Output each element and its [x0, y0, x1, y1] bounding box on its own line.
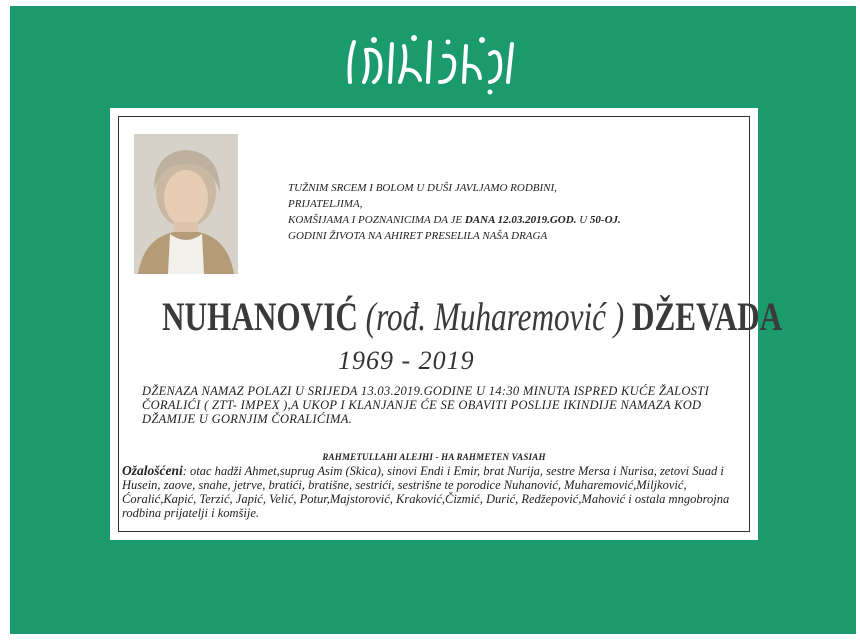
funeral-info: DŽENAZA NAMAZ POLAZI U SRIJEDA 13.03.2019.GODINE U 14:30 MINUTA ISPRED KUĆE ŽALOSTI ČORALIĆI ( ZTT- IMPEX ),A UKOP I KLANJANJE ĆE SE OBAVITI POSLIJE IKINDIJE NAMAZA KOD DŽAMIJE U GORNJIM ČORALIĆIMA.: [142, 384, 710, 426]
maiden-name: (rođ. Muharemović ): [365, 294, 625, 339]
age: 50-OJ.: [589, 214, 621, 226]
deceased-name: [162, 293, 783, 340]
intro-line-2: [288, 212, 628, 228]
death-date: DANA 12.03.2019.GOD.: [464, 214, 577, 226]
intro-line-2-start: KOMŠIJAMA I POZNANICIMA DA JE: [288, 214, 465, 226]
surname: NUHANOVIĆ: [162, 294, 358, 339]
mourners-list: [122, 464, 742, 520]
notice-panel: [110, 108, 783, 540]
intro-line-1: TUŽNIM SRCEM I BOLOM U DUŠI JAVLJAMO RODBINI, PRIJATELJIMA,: [288, 182, 557, 210]
deceased-photo: [134, 134, 238, 274]
intro-line-2-mid: U: [576, 214, 590, 226]
intro-line-3: GODINI ŽIVOTA NA AHIRET PRESELILA NAŠA DRAGA: [288, 230, 548, 242]
life-years: 1969 - 2019: [338, 346, 475, 375]
mourners-label: Ožalošćeni: [122, 463, 183, 478]
first-name: DŽEVADA: [631, 294, 783, 339]
arabic-calligraphy-logo: [330, 20, 530, 100]
intro-text: [288, 180, 628, 244]
prayer-line: RAHMETULLAHI ALEJHI - HA RAHMETEN VASIAH: [322, 452, 546, 462]
mourners-text: : otac hadži Ahmet,suprug Asim (Skica), sinovi Endi i Emir, brat Nurija, sestre Mersa i Nurisa, zetovi Suad i Husein, zaove, snahe, jetrve, bratići, bratišne, sestrići, sestrišne te porodice Nuhanović, Muharemović,Miljković, Ćoralić,Kapić, Terzić, Japić, Velić, Potur,Majstorović, Kraković,Čizmić, Durić, Redžepović,Mahović i ostala mngobrojna rodbina prijatelji i komšije.: [122, 464, 730, 520]
